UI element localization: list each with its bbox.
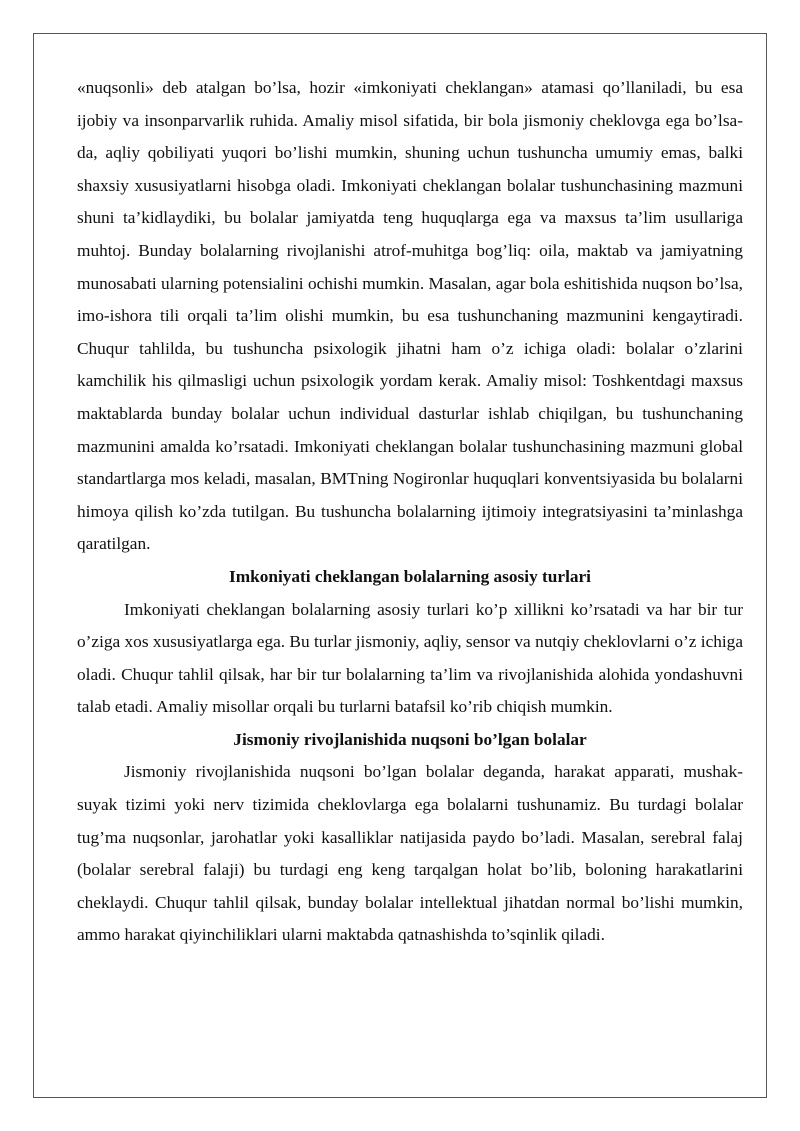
paragraph-types: Imkoniyati cheklangan bolalarning asosiy turlari ko’p xillikni ko’rsatadi va har bir tur o’ziga xos xususiyatlarga ega. Bu turlar jismoniy, aqliy, sensor va nutqiy cheklovlarni o’z ichiga oladi. Chuqur tahlil qilsak, har bir tur bolalarning ta’lim va rivojlanishida alohida yondashuvni talab etadi. Amaliy misollar orqali bu turlarni batafsil ko’rib chiqish mumkin. [77,599,743,717]
section-heading-types: Imkoniyati cheklangan bolalarning asosiy turlari [228,566,591,586]
paragraph-physical: Jismoniy rivojlanishida nuqsoni bo’lgan bolalar deganda, harakat apparati, mushak-suyak tizimi yoki nerv tizimida cheklovlarga ega bolalarni tushunamiz. Bu turdagi bolalar tug’ma nuqsonlar, jarohatlar yoki kasalliklar natijasida paydo bo’ladi. Masalan, serebral falaj (bolalar serebral falaji) bu turdagi eng keng tarqalgan holat bo’lib, boloning harakatlarini cheklaydi. Chuqur tahlil qilsak, bunday bolalar intellektual jihatdan normal bo’lishi mumkin, ammo harakat qiyinchiliklari ularni maktabda qatnashishda to’sqinlik qiladi. [77,762,743,945]
document-body [77,72,743,952]
paragraph-intro: «nuqsonli» deb atalgan bo’lsa, hozir «imkoniyati cheklangan» atamasi qo’llaniladi, bu esa ijobiy va insonparvarlik ruhida. Amaliy misol sifatida, bir bola jismoniy cheklovga ega bo’lsa-da, aqliy qobiliyati yuqori bo’lishi mumkin, shuning uchun tushuncha umumiy emas, balki shaxsiy xususiyatlarni hisobga oladi. Imkoniyati cheklangan bolalar tushunchasining mazmuni shuni ta’kidlaydiki, bu bolalar jamiyatda teng huquqlarga ega va maxsus ta’lim usullariga muhtoj. Bunday bolalarning rivojlanishi atrof-muhitga bog’liq: oila, maktab va jamiyatning munosabati ularning potensialini ochishi mumkin. Masalan, agar bola eshitishida nuqson bo’lsa, imo-ishora tili orqali ta’lim olishi mumkin, bu esa tushunchaning mazmunini kengaytiradi. Chuqur tahlilda, bu tushuncha psixologik jihatni ham o’z ichiga oladi: bolalar o’zlarini kamchilik his qilmasligi uchun psixologik yordam kerak. Amaliy misol: Toshkentdagi maxsus maktablarda bunday bolalar uchun individual dasturlar ishlab chiqilgan, bu tushunchaning mazmunini amalda ko’rsatadi. Imkoniyati cheklangan bolalar tushunchasining mazmuni global standartlarga mos keladi, masalan, BMTning Nogironlar huquqlari konventsiyasida bu bolalarni himoya qilish ko’zda tutilgan. Bu tushuncha bolalarning ijtimoiy integratsiyasini ta’minlashga qaratilgan. [77,78,743,554]
section-heading-physical: Jismoniy rivojlanishida nuqsoni bo’lgan bolalar [233,729,587,749]
